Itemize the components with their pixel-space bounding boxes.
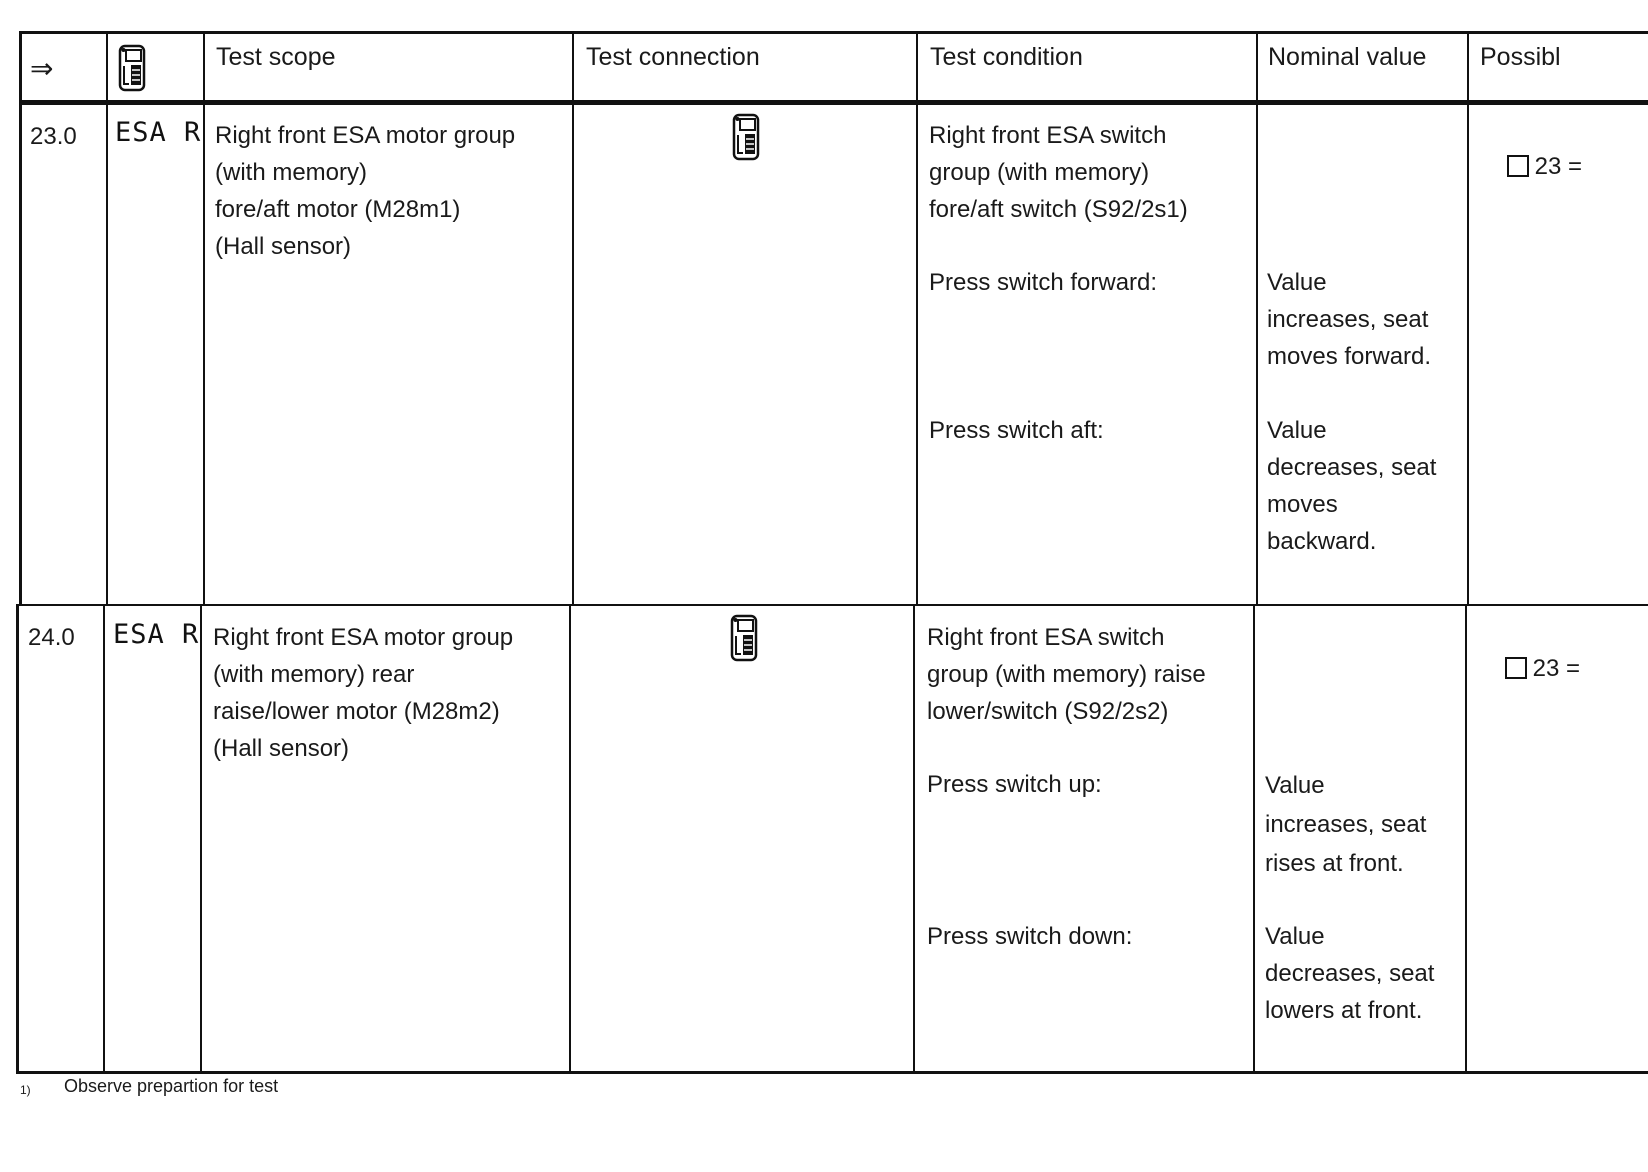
column-divider-condition: [1256, 31, 1258, 605]
column-divider-scope-lower: [569, 604, 571, 1073]
header-arrow: ⇒: [30, 53, 54, 84]
footnote-text: Observe prepartion for test: [64, 1076, 279, 1096]
hand-held-tester-icon: [729, 614, 759, 662]
row-test-condition-intro: Right front ESA switch group (with memory) raise lower/switch (S92/2s2): [927, 624, 1206, 725]
table-left-border: [19, 31, 22, 605]
row-possible-cause: [1478, 624, 1580, 714]
column-divider-nominal-lower: [1465, 604, 1467, 1073]
row-divider: [18, 604, 1648, 606]
row-module-code: ESA R: [113, 619, 200, 650]
column-divider-connection: [916, 31, 918, 605]
checkbox-icon[interactable]: [1507, 155, 1529, 177]
table-left-border-lower: [16, 604, 19, 1073]
table-bottom-border: [16, 1071, 1648, 1074]
row-test-condition-step-2: Press switch down:: [927, 923, 1133, 950]
row-step-number: 23.0: [30, 123, 77, 150]
header-test-scope: Test scope: [216, 43, 336, 71]
row-test-condition-step-1: Press switch up:: [927, 771, 1102, 798]
row-possible-cause-text: 23 =: [1532, 655, 1581, 682]
row-possible-cause-text: 23 =: [1534, 153, 1583, 180]
table-top-border: [20, 31, 1648, 34]
column-divider-nominal: [1467, 31, 1469, 605]
row-module-code: ESA R: [115, 117, 202, 148]
column-divider-connection-lower: [913, 604, 915, 1073]
row-test-condition-step-2: Press switch aft:: [929, 417, 1104, 444]
row-nominal-value-1: Value increases, seat rises at front.: [1265, 772, 1427, 877]
column-divider-tester-lower: [200, 604, 202, 1073]
column-divider-arrow-lower: [103, 604, 105, 1073]
footnote-marker: 1): [20, 1083, 31, 1097]
column-divider-arrow: [106, 31, 108, 605]
header-test-condition: Test condition: [930, 43, 1083, 71]
row-nominal-value-2: Value decreases, seat lowers at front.: [1265, 923, 1435, 1024]
row-test-scope: Right front ESA motor group (with memory) fore/aft motor (M28m1) (Hall sensor): [215, 122, 516, 260]
hand-held-tester-icon: [731, 113, 761, 161]
column-divider-scope: [572, 31, 574, 605]
column-divider-tester: [203, 31, 205, 605]
row-test-condition-intro: Right front ESA switch group (with memory) fore/aft switch (S92/2s1): [929, 122, 1188, 223]
row-nominal-value-2: Value decreases, seat moves backward.: [1267, 417, 1437, 555]
header-possible: Possibl: [1480, 43, 1561, 71]
header-test-connection: Test connection: [586, 43, 760, 71]
header-bottom-border: [20, 100, 1648, 105]
row-test-condition-step-1: Press switch forward:: [929, 269, 1158, 296]
hand-held-tester-icon: [117, 44, 147, 92]
row-possible-cause: [1480, 122, 1582, 212]
checkbox-icon[interactable]: [1505, 657, 1527, 679]
row-step-number: 24.0: [28, 624, 75, 651]
header-nominal-value: Nominal value: [1268, 43, 1427, 71]
row-test-scope: Right front ESA motor group (with memory) rear raise/lower motor (M28m2) (Hall sensor): [213, 624, 514, 762]
row-nominal-value-1: Value increases, seat moves forward.: [1267, 269, 1432, 370]
column-divider-condition-lower: [1253, 604, 1255, 1073]
